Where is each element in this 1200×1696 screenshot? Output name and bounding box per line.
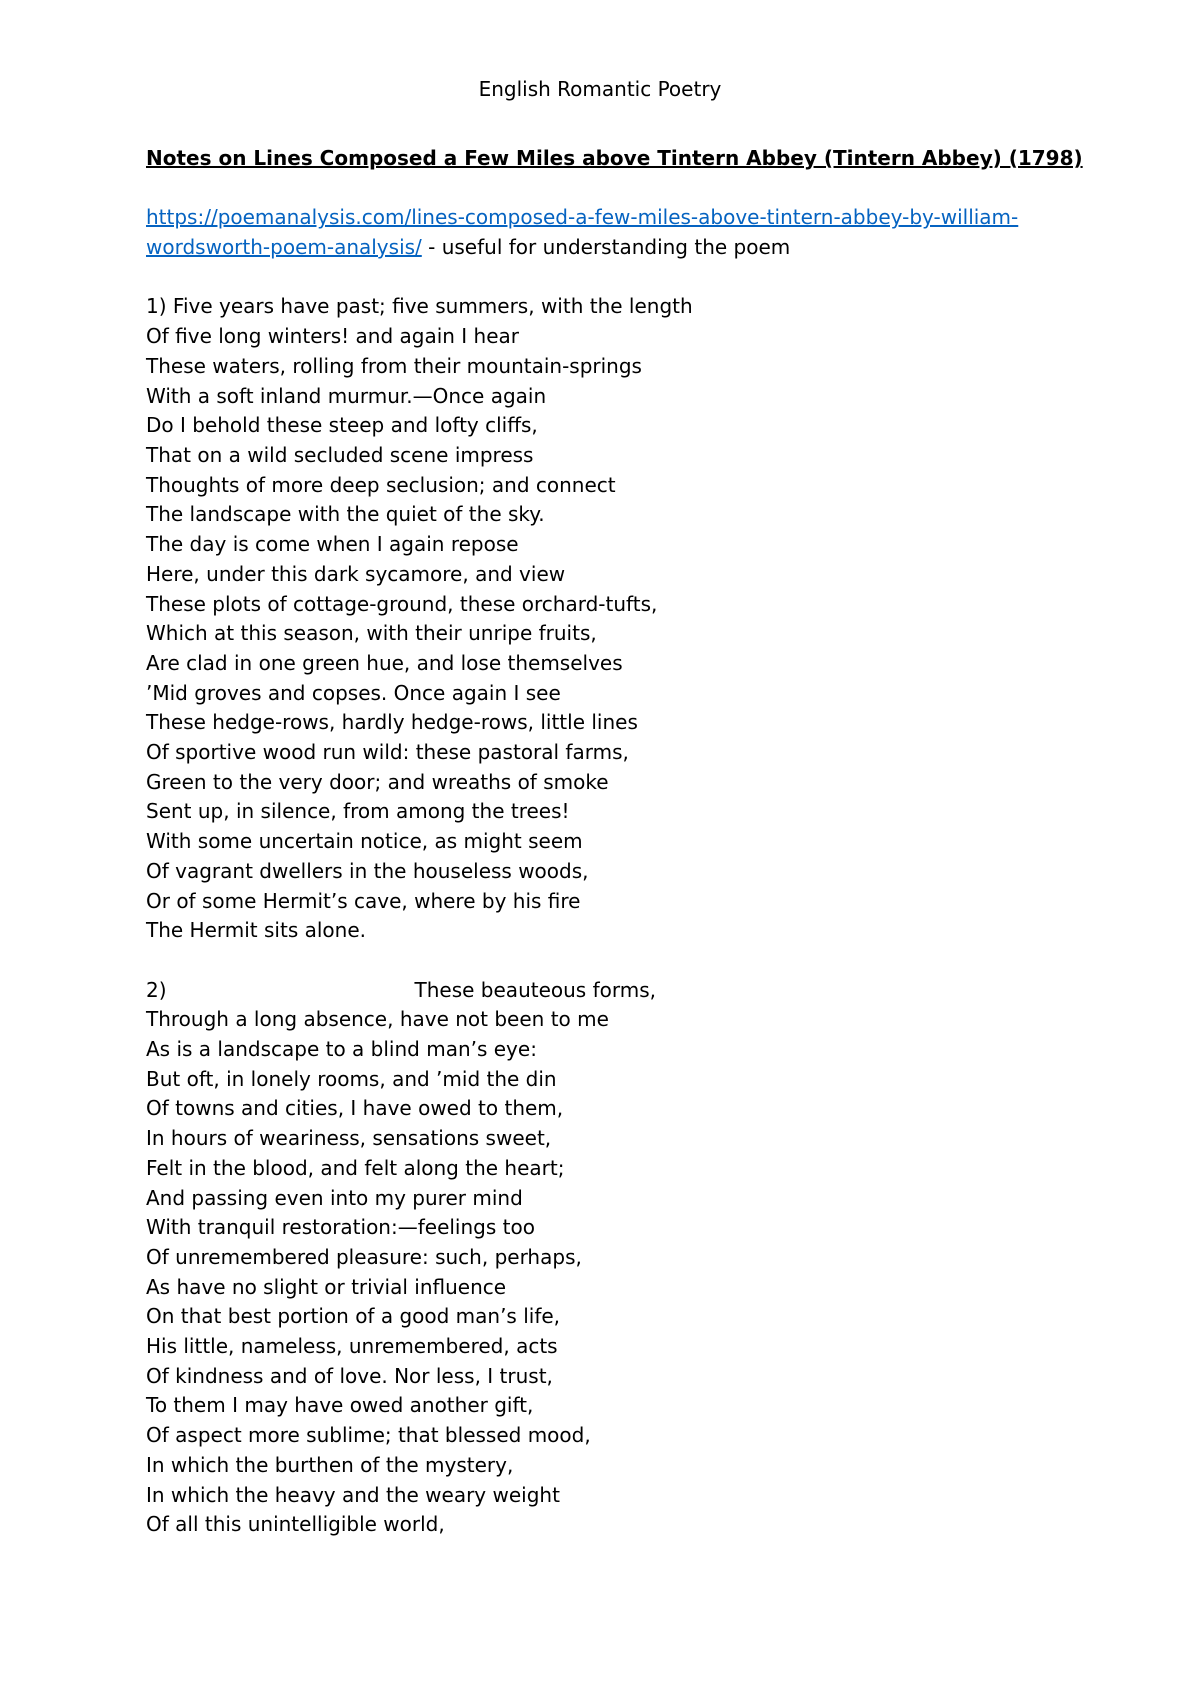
poem-line: On that best portion of a good man’s life, — [146, 1304, 561, 1329]
document-title: Notes on Lines Composed a Few Miles above Tintern Abbey (Tintern Abbey) (1798) — [146, 146, 1083, 170]
poem-line: Of aspect more sublime; that blessed mood, — [146, 1423, 591, 1448]
poem-line: Or of some Hermit’s cave, where by his fire — [146, 888, 581, 913]
poem-line: Sent up, in silence, from among the trees! — [146, 799, 570, 824]
poem-line — [146, 976, 1066, 1006]
stanza-number: 1) — [146, 294, 167, 319]
stanza-number: 2) — [146, 977, 167, 1002]
poem-line: And passing even into my purer mind — [146, 1185, 523, 1210]
poem-line: These hedge-rows, hardly hedge-rows, little lines — [146, 710, 638, 735]
document-body — [146, 144, 1083, 1540]
poem-line: As have no slight or trivial influence — [146, 1274, 507, 1299]
poem-line: Of sportive wood run wild: these pastoral farms, — [146, 740, 629, 765]
poem-line: The landscape with the quiet of the sky. — [146, 502, 545, 527]
stanza-2 — [146, 976, 1066, 1540]
poem-line: Of kindness and of love. Nor less, I trust, — [146, 1363, 553, 1388]
poem-line: ’Mid groves and copses. Once again I see — [146, 680, 561, 705]
poem-line: Felt in the blood, and felt along the heart; — [146, 1155, 565, 1180]
poem-line: In which the heavy and the weary weight — [146, 1482, 560, 1507]
poem-line: With some uncertain notice, as might seem — [146, 829, 583, 854]
poem-line-text: Five years have past; five summers, with the length — [166, 294, 693, 319]
poem-line: Through a long absence, have not been to me — [146, 1007, 609, 1032]
poem-line: In hours of weariness, sensations sweet, — [146, 1126, 552, 1151]
poem-line: In which the burthen of the mystery, — [146, 1452, 514, 1477]
stanza-1 — [146, 292, 1066, 945]
poem-line: With tranquil restoration:—feelings too — [146, 1215, 535, 1240]
spacer — [146, 946, 1066, 976]
spacer — [146, 263, 1066, 293]
poem-line: Of five long winters! and again I hear — [146, 324, 520, 349]
poem-line: But oft, in lonely rooms, and ’mid the din — [146, 1066, 557, 1091]
reference-link-part-2[interactable]: wordsworth-poem-analysis/ — [146, 235, 422, 260]
poem-line: The Hermit sits alone. — [146, 918, 366, 943]
poem-line: That on a wild secluded scene impress — [146, 443, 534, 467]
poem-line: Of all this unintelligible world, — [146, 1512, 445, 1537]
reference-link-note: - useful for understanding the poem — [421, 235, 791, 260]
poem-line: His little, nameless, unremembered, acts — [146, 1334, 558, 1359]
poem-line: Green to the very door; and wreaths of smoke — [146, 769, 609, 794]
poem-line: Are clad in one green hue, and lose themselves — [146, 650, 623, 675]
spacer — [146, 174, 1066, 204]
poem-line: Which at this season, with their unripe fruits, — [146, 621, 597, 646]
poem-line: With a soft inland murmur.—Once again — [146, 383, 547, 408]
poem-line — [146, 292, 1066, 322]
poem-line: These waters, rolling from their mountain-springs — [146, 353, 642, 378]
poem-line: Of unremembered pleasure: such, perhaps, — [146, 1244, 582, 1269]
poem-line: As is a landscape to a blind man’s eye: — [146, 1037, 537, 1062]
poem-line: Here, under this dark sycamore, and view — [146, 561, 566, 586]
poem-line: Of vagrant dwellers in the houseless woods, — [146, 858, 589, 883]
poem-line-text: These beauteous forms, — [414, 977, 656, 1002]
poem-line: Of towns and cities, I have owed to them, — [146, 1096, 564, 1121]
poem-line: The day is come when I again repose — [146, 532, 519, 557]
reference-link-block — [146, 203, 1066, 262]
poem-line: Thoughts of more deep seclusion; and connect — [146, 472, 616, 497]
reference-link-part-1[interactable]: https://poemanalysis.com/lines-composed-a-few-miles-above-tintern-abbey-by-william- — [146, 205, 1019, 230]
poem-line: Do I behold these steep and lofty cliffs, — [146, 413, 538, 438]
poem-line: These plots of cottage-ground, these orchard-tufts, — [146, 591, 658, 616]
page-header: English Romantic Poetry — [478, 77, 722, 101]
poem-line: To them I may have owed another gift, — [146, 1393, 534, 1418]
